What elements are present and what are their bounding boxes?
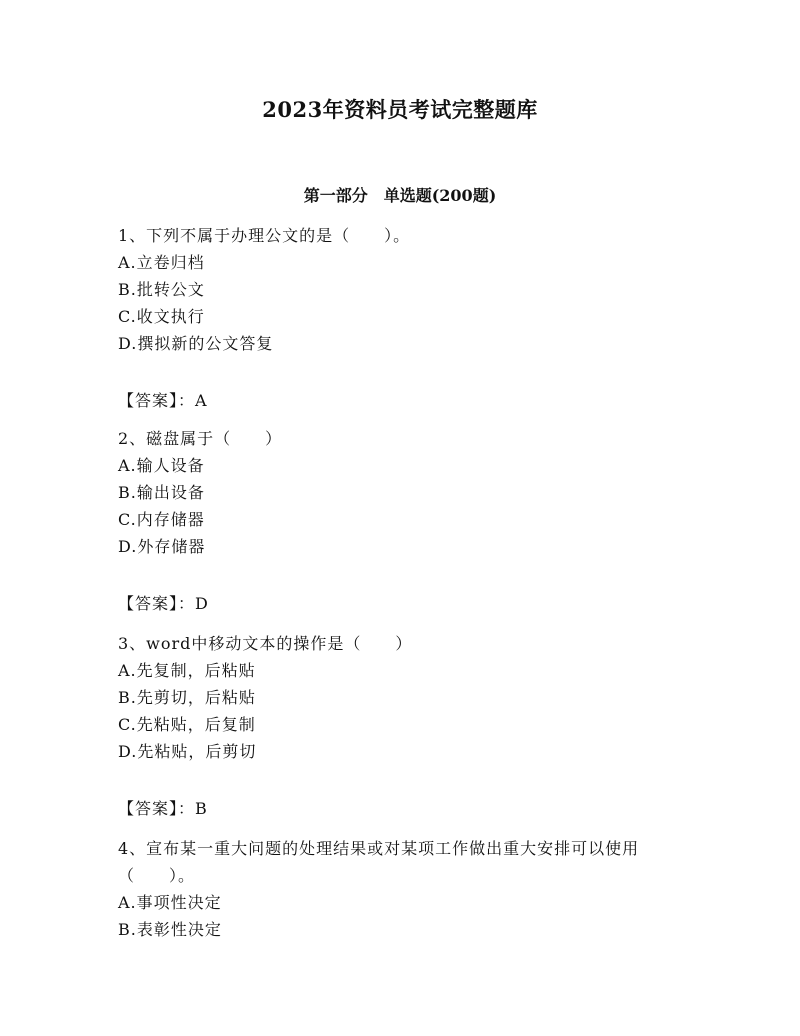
- question-4: [118, 835, 698, 943]
- option-d: D.外存储器: [118, 537, 206, 556]
- answer-line: 【答案】：B: [118, 799, 208, 818]
- option-a: A.事项性决定: [118, 893, 222, 912]
- section-heading: 第一部分 单选题(200题): [303, 186, 497, 205]
- option-b: B.批转公文: [118, 280, 205, 299]
- question-stem-line-2: （ ）。: [118, 866, 196, 885]
- question-1: [118, 222, 698, 414]
- option-b: B.表彰性决定: [118, 920, 222, 939]
- option-d: D.先粘贴，后剪切: [118, 742, 257, 761]
- option-a: A.先复制，后粘贴: [118, 661, 256, 680]
- option-b: B.输出设备: [118, 483, 205, 502]
- question-stem: 3、word中移动文本的操作是（ ）: [118, 634, 413, 653]
- question-stem-line-1: 4、宣布某一重大问题的处理结果或对某项工作做出重大安排可以使用: [118, 839, 640, 858]
- question-stem: 2、磁盘属于（ ）: [118, 429, 283, 448]
- option-c: C.内存储器: [118, 510, 205, 529]
- option-a: A.输人设备: [118, 456, 205, 475]
- question-3: [118, 630, 698, 822]
- question-stem: 1、下列不属于办理公文的是（ ）。: [118, 226, 411, 245]
- answer-line: 【答案】：A: [118, 391, 208, 410]
- option-d: D.撰拟新的公文答复: [118, 334, 274, 353]
- document-title: 2023年资料员考试完整题库: [262, 97, 538, 122]
- option-c: C.先粘贴，后复制: [118, 715, 256, 734]
- option-c: C.收文执行: [118, 307, 205, 326]
- question-2: [118, 425, 698, 617]
- option-b: B.先剪切，后粘贴: [118, 688, 256, 707]
- answer-line: 【答案】：D: [118, 594, 209, 613]
- option-a: A.立卷归档: [118, 253, 205, 272]
